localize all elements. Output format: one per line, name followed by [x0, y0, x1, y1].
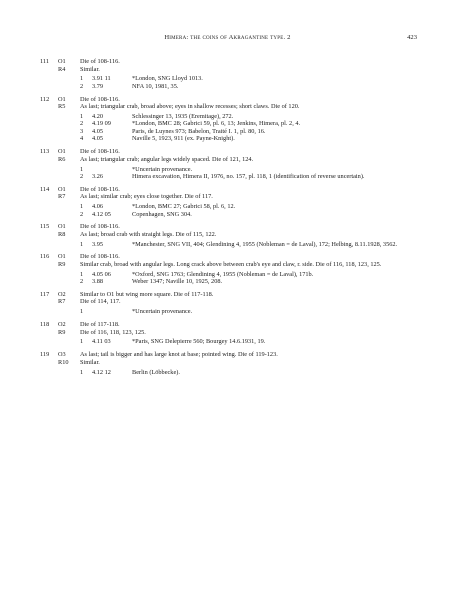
reverse-description: Similar crab, broad with angular legs. Long crack above between crab's eye and claw, r. side. Die of 116, 118, 123, 125. [80, 260, 382, 268]
obverse-row [40, 253, 420, 261]
catalogue-entry [40, 186, 420, 218]
reverse-row [40, 298, 420, 306]
obverse-description: Die of 108-116. [80, 95, 120, 103]
specimen-row [80, 308, 420, 316]
obverse-row [40, 186, 420, 194]
entry-number: 115 [40, 223, 50, 231]
specimen-weight: 4.19 09 [92, 120, 111, 128]
reverse-die: R7 [58, 193, 66, 201]
specimen-list [40, 166, 420, 181]
specimen-row [80, 75, 420, 83]
specimen-list [40, 241, 420, 249]
obverse-description: Die of 108-116. [80, 58, 120, 65]
specimen-number: 2 [80, 278, 84, 286]
specimen-row [80, 241, 420, 249]
specimen-weight: 4.12 12 [92, 368, 111, 376]
reverse-die: R10 [58, 358, 69, 366]
specimen-number: 1 [80, 270, 84, 278]
reverse-row [40, 66, 420, 74]
specimen-weight [92, 308, 132, 316]
obverse-row [40, 291, 420, 299]
specimen-reference: Berlin (Löbbecke). [132, 368, 180, 376]
catalogue-entry [40, 223, 420, 248]
specimen-reference: *London, BMC 27; Gabrici 58, pl. 6, 12. [132, 203, 236, 211]
reverse-die: R7 [58, 298, 66, 306]
obverse-row [40, 223, 420, 231]
reverse-description: As last; triangular crab, broad above; eyes in shallow recesses; short claws. Die of 120. [80, 103, 300, 111]
reverse-row [40, 261, 420, 269]
reverse-die: R9 [58, 260, 66, 268]
obverse-row [40, 321, 420, 329]
obverse-description: Die of 117-118. [80, 321, 120, 329]
specimen-reference: NFA 10, 1981, 35. [132, 82, 179, 90]
catalogue-entry [40, 96, 420, 143]
running-title: Himera: the coins of Akragantine type. 2 [164, 34, 291, 41]
specimen-list [40, 271, 420, 286]
reverse-description: As last; similar crab; eyes close together. Die of 117. [80, 193, 213, 201]
specimen-reference: Schlessinger 13, 1935 (Eremitage), 272. [132, 112, 234, 120]
catalogue-entry [40, 148, 420, 180]
specimen-reference: *Uncertain provenance. [132, 308, 193, 316]
specimen-weight: 3.91 11 [92, 75, 111, 83]
specimen-row [80, 369, 420, 377]
specimen-number: 1 [80, 112, 84, 120]
obverse-description: Similar to O1 but wing more square. Die of 117-118. [80, 290, 214, 298]
reverse-row [40, 103, 420, 111]
specimen-reference: Himera excavation, Himera II, 1976, no. 157, pl. 118, 1 (identification of reverse uncertain). [132, 173, 365, 181]
specimen-list [40, 369, 420, 377]
reverse-description: Similar. [80, 65, 100, 73]
specimen-number: 1 [80, 75, 84, 83]
specimen-row [80, 135, 420, 143]
specimen-weight: 4.05 [92, 127, 104, 135]
entry-number: 118 [40, 321, 50, 329]
specimen-row [80, 128, 420, 136]
catalogue-entry [40, 321, 420, 346]
specimen-weight: 4.06 [92, 203, 104, 211]
obverse-die: O1 [58, 58, 66, 65]
obverse-description: Die of 108-116. [80, 253, 120, 261]
obverse-die: O2 [58, 290, 66, 298]
reverse-description: Similar. [80, 358, 100, 366]
obverse-row [40, 96, 420, 104]
specimen-weight: 3.79 [92, 82, 104, 90]
specimen-number: 1 [80, 203, 84, 211]
specimen-reference: Copenhagen, SNG 304. [132, 210, 192, 218]
specimen-number: 2 [80, 173, 84, 181]
specimen-number: 1 [80, 338, 84, 346]
reverse-die: R5 [58, 103, 66, 111]
specimen-weight: 4.05 [92, 135, 104, 143]
specimen-weight: 4.20 [92, 112, 104, 120]
specimen-weight: 4.05 06 [92, 270, 111, 278]
specimen-number: 1 [80, 165, 84, 173]
specimen-number: 4 [80, 135, 84, 143]
specimen-reference: *Paris, SNG Delepierre 560; Bourgey 14.6.1931, 19. [132, 338, 266, 346]
reverse-description: Die of 114, 117. [80, 298, 121, 306]
specimen-weight: 3.95 [92, 240, 104, 248]
obverse-row [40, 148, 420, 156]
specimen-weight: 3.88 [92, 278, 104, 286]
specimen-reference: Weber 1347; Naville 10, 1925, 208. [132, 278, 223, 286]
reverse-row [40, 156, 420, 164]
specimen-number: 3 [80, 127, 84, 135]
obverse-die: O1 [58, 223, 66, 231]
specimen-list [40, 203, 420, 218]
reverse-row [40, 329, 420, 337]
specimen-weight [92, 166, 132, 174]
running-header [0, 34, 455, 44]
specimen-reference: *Oxford, SNG 1763; Glendining 4, 1955 (Nobleman = de Laval), 171b. [132, 270, 314, 278]
specimen-reference: *London, BMC 28; Gabrici 59, pl. 6, 13; Jenkins, Himera, pl. 2, 4. [132, 120, 301, 128]
reverse-die: R4 [58, 65, 66, 73]
reverse-row [40, 193, 420, 201]
specimen-list [40, 113, 420, 143]
obverse-row [40, 351, 420, 359]
reverse-description: Die of 116, 118, 123, 125. [80, 328, 146, 336]
reverse-description: As last; triangular crab; angular legs widely spaced. Die of 121, 124. [80, 155, 254, 163]
specimen-number: 1 [80, 368, 84, 376]
specimen-reference: Naville 5, 1923, 911 (ex. Payne-Knight). [132, 135, 235, 143]
obverse-description: Die of 108-116. [80, 223, 120, 231]
catalogue-entries [40, 58, 420, 381]
specimen-row [80, 83, 420, 91]
specimen-row [80, 120, 420, 128]
specimen-list [40, 338, 420, 346]
obverse-description: Die of 108-116. [80, 185, 120, 193]
obverse-row [40, 58, 420, 66]
obverse-die: O1 [58, 95, 66, 103]
entry-number: 111 [40, 58, 49, 65]
specimen-weight: 4.12 05 [92, 210, 111, 218]
entry-number: 112 [40, 95, 50, 103]
reverse-description: As last; broad crab with straight legs. Die of 115, 122. [80, 230, 217, 238]
specimen-row [80, 211, 420, 219]
specimen-reference: *Uncertain provenance. [132, 165, 193, 173]
specimen-row [80, 278, 420, 286]
reverse-row [40, 231, 420, 239]
specimen-reference: *Manchester, SNG VII, 404; Glendining 4, 1955 (Nobleman = de Laval), 172; Helbing, 8.11.1928, 3562. [132, 240, 398, 248]
entry-number: 117 [40, 290, 50, 298]
obverse-description: As last; tail is bigger and has large knot at base; pointed wing. Die of 119-123. [80, 351, 278, 359]
specimen-number: 2 [80, 210, 84, 218]
page-number: 423 [407, 34, 417, 41]
specimen-reference: *London, SNG Lloyd 1013. [132, 75, 203, 83]
entry-number: 114 [40, 185, 50, 193]
specimen-number: 2 [80, 120, 84, 128]
specimen-weight: 3.26 [92, 173, 104, 181]
reverse-die: R6 [58, 155, 66, 163]
specimen-number: 1 [80, 240, 84, 248]
catalogue-entry [40, 253, 420, 285]
specimen-list [40, 308, 420, 316]
obverse-die: O3 [58, 351, 66, 359]
reverse-die: R8 [58, 230, 66, 238]
specimen-row [80, 271, 420, 279]
obverse-die: O1 [58, 148, 66, 156]
catalogue-entry [40, 58, 420, 90]
entry-number: 116 [40, 253, 50, 261]
specimen-row [80, 173, 420, 181]
specimen-row [80, 166, 420, 174]
specimen-number: 1 [80, 308, 84, 316]
reverse-row [40, 359, 420, 367]
entry-number: 119 [40, 351, 50, 359]
reverse-die: R9 [58, 328, 66, 336]
specimen-row [80, 338, 420, 346]
obverse-die: O1 [58, 253, 66, 261]
specimen-number: 2 [80, 82, 84, 90]
catalogue-entry [40, 351, 420, 376]
specimen-reference: Paris, de Luynes 973; Babelon, Traité I. 1, pl. 80, 16. [132, 127, 266, 135]
specimen-row [80, 113, 420, 121]
specimen-list [40, 75, 420, 90]
obverse-die: O2 [58, 321, 66, 329]
entry-number: 113 [40, 148, 50, 156]
catalogue-entry [40, 291, 420, 316]
obverse-description: Die of 108-116. [80, 148, 120, 156]
specimen-weight: 4.11 03 [92, 338, 111, 346]
obverse-die: O1 [58, 185, 66, 193]
specimen-row [80, 203, 420, 211]
